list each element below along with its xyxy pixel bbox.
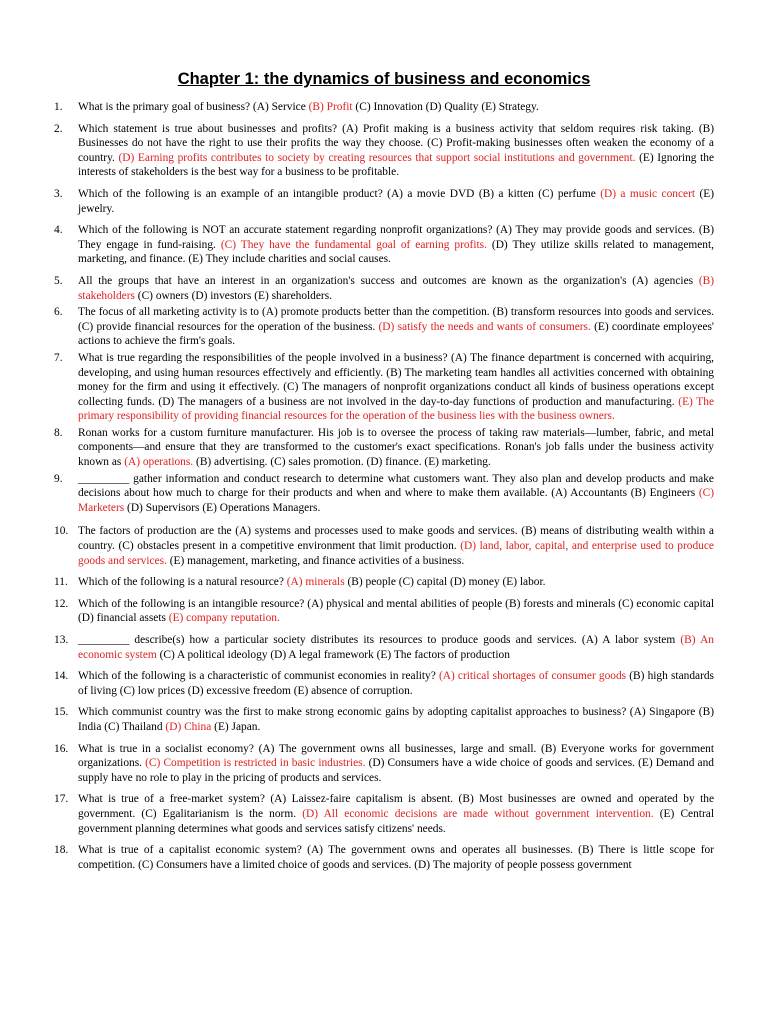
question-text: (E) Ignoring the interests of stakeholders is the best way for a business to be profitable. bbox=[78, 151, 715, 179]
question-number: 8. bbox=[54, 426, 63, 439]
question-number: 11. bbox=[54, 576, 68, 589]
question-text: (E) coordinate employees' actions to achieve the firm's goals. bbox=[78, 320, 714, 348]
question-text: What is true in a socialist economy? (A) The government owns all businesses, large and small. (B) Everyone works for government organizations. bbox=[78, 742, 714, 770]
question-text: Which of the following is an intangible resource? (A) physical and mental abilities of people (B) forests and minerals (C) economic capital (D) financial assets bbox=[78, 597, 714, 625]
question-text: (C) owners (D) investors (E) shareholders. bbox=[134, 289, 333, 302]
answer-highlight: (D) Earning profits contributes to society by creating resources that support social institutions and government. bbox=[118, 151, 636, 164]
question-item bbox=[54, 843, 714, 872]
question-number: 3. bbox=[54, 187, 63, 200]
question-item bbox=[54, 305, 714, 349]
question-text: (E) jewelry. bbox=[78, 187, 714, 215]
question-item bbox=[54, 274, 714, 303]
question-text: What is true of a capitalist economic system? (A) The government owns and operates all businesses. (B) There is little scope for competition. (C) Consumers have a limited choice of goods and services. (D) The majority of people possess government bbox=[78, 844, 714, 871]
answer-highlight: (B) An economic system bbox=[78, 634, 715, 661]
answer-highlight: (A) minerals bbox=[286, 576, 345, 589]
answer-highlight: (D) land, labor, capital, and enterprise used to produce goods and services. bbox=[78, 540, 714, 567]
question-item bbox=[54, 100, 714, 115]
question-text: Which of the following is a natural resource? bbox=[78, 576, 287, 589]
question-text: What is true of a free-market system? (A) Laissez-faire capitalism is absent. (B) Most businesses are owned and operated by the government. (C) Egalitarianism is the norm. bbox=[78, 793, 714, 820]
answer-highlight: (A) critical shortages of consumer goods bbox=[438, 670, 627, 683]
answer-highlight: (D) All economic decisions are made without government intervention. bbox=[302, 807, 654, 820]
question-item bbox=[54, 742, 714, 786]
question-text: (B) advertising. (C) sales promotion. (D) finance. (E) marketing. bbox=[193, 456, 491, 469]
answer-highlight: (D) a music concert bbox=[600, 187, 696, 200]
question-number: 17. bbox=[54, 793, 69, 806]
question-item bbox=[54, 351, 714, 424]
chapter-title: Chapter 1: the dynamics of business and economics bbox=[177, 70, 591, 88]
question-item bbox=[54, 597, 714, 626]
question-item bbox=[54, 187, 714, 216]
question-number: 16. bbox=[54, 742, 69, 755]
question-item bbox=[54, 122, 714, 180]
question-text: (B) high standards of living (C) low prices (D) excessive freedom (E) absence of corruption. bbox=[78, 670, 714, 697]
question-list bbox=[54, 100, 714, 872]
answer-highlight: (C) Marketers bbox=[78, 487, 714, 514]
question-text: Ronan works for a custom furniture manufacturer. His job is to oversee the process of taking raw materials—lumber, fabric, and metal components—and ensure that they are transformed to the customer's exact specifications. Ronan's job falls under the business activity known as bbox=[78, 426, 714, 469]
question-text: What is the primary goal of business? (A) Service bbox=[78, 101, 309, 113]
question-item bbox=[54, 669, 714, 698]
question-text: (B) people (C) capital (D) money (E) labor. bbox=[344, 576, 546, 589]
question-number: 13. bbox=[54, 634, 69, 646]
question-text: The focus of all marketing activity is to (A) promote products better than the competition. (B) transform resources into goods and services. (C) provide financial resources for the operation of the business. bbox=[78, 306, 714, 333]
question-text: Which of the following is a characteristic of communist economies in reality? bbox=[78, 670, 439, 683]
answer-highlight: (D) China bbox=[165, 720, 212, 733]
question-text: _________ describe(s) how a particular society distributes its resources to produce goods and services. (A) A labor system bbox=[78, 634, 681, 646]
question-item bbox=[54, 792, 714, 836]
question-text: Which of the following is NOT an accurate statement regarding nonprofit organizations? (A) They may provide goods and services. (B) They engage in fund-raising. bbox=[78, 224, 714, 251]
answer-highlight: (B) stakeholders bbox=[78, 274, 714, 302]
question-text: (C) Innovation (D) Quality (E) Strategy. bbox=[352, 101, 539, 113]
question-item bbox=[54, 633, 714, 662]
question-text: (E) Central government planning determines what goods and services satisfy citizens' needs. bbox=[78, 807, 714, 835]
question-number: 14. bbox=[54, 670, 69, 683]
question-text: _________ gather information and conduct research to determine what customers want. They also plan and develop products and make decisions about how much to charge for their products and when and where to make them available. (A) Accountants (B) Engineers bbox=[78, 472, 714, 500]
answer-highlight: (E) The primary responsibility of providing financial resources for the operation of the business lies with the business owners. bbox=[78, 395, 714, 423]
question-item bbox=[54, 472, 714, 516]
answer-highlight: (D) satisfy the needs and wants of consumers. bbox=[378, 320, 591, 333]
question-text: The factors of production are the (A) systems and processes used to make goods and services. (B) means of distributing wealth within a country. (C) obstacles present in a competitive environment that limit production. bbox=[78, 525, 714, 553]
question-number: 18. bbox=[54, 844, 69, 857]
question-text: (D) Supervisors (E) Operations Managers. bbox=[124, 501, 321, 514]
answer-highlight: (B) Profit bbox=[308, 101, 353, 113]
question-text: (E) Japan. bbox=[211, 720, 261, 733]
question-item bbox=[54, 223, 714, 267]
answer-highlight: (C) They have the fundamental goal of earning profits. bbox=[220, 238, 487, 251]
question-number: 5. bbox=[54, 274, 63, 287]
question-number: 4. bbox=[54, 224, 63, 237]
answer-highlight: (A) operations. bbox=[124, 456, 194, 469]
question-text: Which of the following is an example of an intangible product? (A) a movie DVD (B) a kitten (C) perfume bbox=[78, 187, 601, 200]
question-number: 10. bbox=[54, 525, 69, 538]
question-item bbox=[54, 524, 714, 568]
question-number: 6. bbox=[54, 306, 63, 319]
answer-highlight: (E) company reputation. bbox=[168, 612, 280, 625]
question-number: 7. bbox=[54, 351, 63, 364]
question-item bbox=[54, 705, 714, 734]
question-text: (E) management, marketing, and finance activities of a business. bbox=[166, 554, 465, 567]
question-text: (C) A political ideology (D) A legal framework (E) The factors of production bbox=[156, 648, 510, 661]
question-text: Which communist country was the first to make strong economic gains by adopting capitalist approaches to business? (A) Singapore (B) India (C) Thailand bbox=[78, 706, 714, 733]
question-item bbox=[54, 426, 714, 470]
question-number: 12. bbox=[54, 597, 69, 610]
question-text: Which statement is true about businesses and profits? (A) Profit making is a business activity that seldom requires risk taking. (B) Businesses do not have the right to use their profits the way they choose. (C) Profit-making businesses often weaken the economy of a country. bbox=[78, 122, 714, 164]
question-text: (D) Consumers have a wide choice of goods and services. (E) Demand and supply have no role to play in the pricing of products and services. bbox=[78, 757, 714, 784]
question-text: What is true regarding the responsibilities of the people involved in a business? (A) The finance department is concerned with acquiring, developing, and using human resources effectively and efficiently. (B) The marketing team handles all activities concerned with obtaining money for the firm and using it effectively. (C) The managers of nonprofit organizations conduct all kinds of business operations except collecting funds. (D) The managers of a business are not involved in the day-to-day functions of production and manufacturing. bbox=[78, 351, 714, 408]
question-item bbox=[54, 575, 714, 590]
question-number: 2. bbox=[54, 122, 63, 135]
question-number: 9. bbox=[54, 472, 63, 485]
question-number: 15. bbox=[54, 706, 69, 719]
answer-highlight: (C) Competition is restricted in basic industries. bbox=[145, 757, 366, 770]
question-text: (D) They utilize skills related to management, marketing, and finance. (E) They include charities and social causes. bbox=[78, 238, 714, 266]
question-text: All the groups that have an interest in an organization's success and outcomes are known as the organization's (A) agencies bbox=[78, 274, 699, 287]
question-number: 1. bbox=[54, 101, 63, 113]
